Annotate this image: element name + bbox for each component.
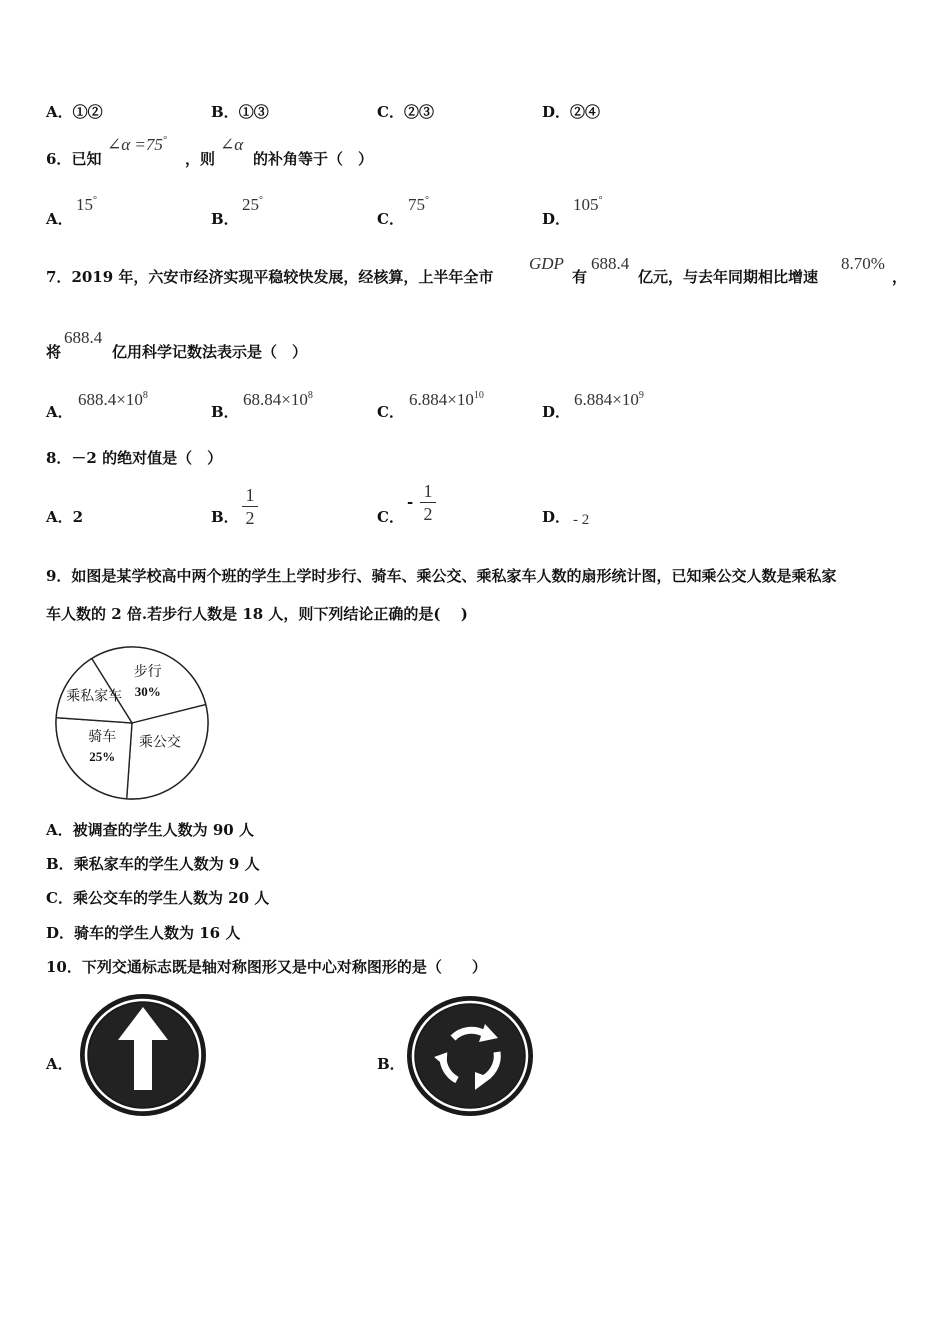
pie-slice-label-1: 乘公交 xyxy=(138,735,181,751)
question-number: 7． xyxy=(46,268,72,286)
q9-option-d xyxy=(46,924,240,942)
option-text: ②④ xyxy=(570,103,601,121)
exponent: 8 xyxy=(307,390,313,401)
q8-option-c-sign: - xyxy=(407,493,414,511)
angle-expr: ∠α =75 xyxy=(107,135,163,154)
q6-stem-mid: ，则 xyxy=(185,150,216,168)
pie-slice-value-0: 30% xyxy=(134,684,161,700)
exponent: 8 xyxy=(142,390,148,401)
value-base: 68.84×10 xyxy=(243,390,308,409)
q6-option-d-label: D． xyxy=(542,210,571,228)
q10-stem: 10．下列交通标志既是轴对称图形又是中心对称图形的是（ ） xyxy=(46,958,487,976)
option-label: D． xyxy=(46,924,75,942)
q8-option-b-fraction xyxy=(242,485,258,528)
q7-option-c-value xyxy=(409,391,484,409)
degree-sign: ° xyxy=(425,195,429,206)
option-text: ②③ xyxy=(403,103,434,121)
q8-option-a xyxy=(46,508,83,526)
q7-option-d-label: D． xyxy=(542,403,571,421)
degree-sign: ° xyxy=(259,195,263,206)
fraction-bar xyxy=(420,502,436,503)
q8-stem: 8．－2 的绝对值是（ ） xyxy=(46,449,223,467)
q7-rate: 8.70% xyxy=(841,254,885,273)
q6-stem-text: 已知 xyxy=(71,150,102,168)
q7-option-c-label: C． xyxy=(377,403,404,421)
roundabout-sign-icon xyxy=(405,994,535,1118)
degree-sign: ° xyxy=(598,195,603,206)
q7-option-a-label: A． xyxy=(46,403,73,421)
exponent: 9 xyxy=(638,390,644,401)
q10-option-a-label: A． xyxy=(46,1055,73,1073)
value: 75 xyxy=(408,195,425,214)
q7-gdp: GDP xyxy=(529,254,564,273)
fraction-bar xyxy=(242,506,258,507)
denominator: 2 xyxy=(245,508,255,528)
q9-stem-line2: 车人数的 2 倍.若步行人数是 18 人，则下列结论正确的是( ) xyxy=(46,605,468,623)
option-label: D． xyxy=(542,103,571,121)
numerator: 1 xyxy=(245,485,255,505)
q6-option-a-label: A． xyxy=(46,210,73,228)
q8-option-d-label: D． xyxy=(542,508,571,526)
q6-angle-expression xyxy=(107,136,167,154)
q6-option-b-label: B． xyxy=(211,210,239,228)
q7-line2-amount: 688.4 xyxy=(64,328,103,347)
q8-option-c-fraction xyxy=(420,481,436,524)
option-label: A． xyxy=(46,821,73,839)
value-base: 6.884×10 xyxy=(409,390,474,409)
option-text: 乘公交车的学生人数为 20 人 xyxy=(72,889,270,907)
pie-chart xyxy=(52,643,212,803)
q5-option-b xyxy=(211,103,269,121)
q7-amount: 688.4 xyxy=(591,254,630,273)
option-text: ①② xyxy=(72,103,103,121)
value: 105 xyxy=(573,195,599,214)
pie-slice-label-3: 乘私家车 xyxy=(66,689,123,705)
q6-angle-ref: ∠α xyxy=(220,135,244,154)
option-text: 2 xyxy=(72,508,84,526)
pie-slice-label-2: 骑车 xyxy=(88,729,117,745)
q7-option-d-value xyxy=(574,391,644,409)
value: 25 xyxy=(242,195,259,214)
q5-option-a xyxy=(46,103,103,121)
q7-stem-you: 有 xyxy=(572,268,588,286)
q9-option-a xyxy=(46,821,254,839)
q6-option-c-label: C． xyxy=(377,210,404,228)
pie-slice-label-0: 步行 xyxy=(133,665,162,681)
q5-option-c xyxy=(377,103,434,121)
q6-option-b-value xyxy=(242,196,263,214)
option-label: C． xyxy=(46,889,73,907)
q9-option-b xyxy=(46,855,260,873)
q6-stem-start xyxy=(46,150,101,168)
exponent: 10 xyxy=(473,390,484,401)
option-label: A． xyxy=(46,103,73,121)
option-label: C． xyxy=(377,103,404,121)
value-base: 688.4×10 xyxy=(78,390,143,409)
q7-comma: ， xyxy=(892,268,908,286)
q8-option-c-label: C． xyxy=(377,508,404,526)
numerator: 1 xyxy=(423,481,433,501)
q7-option-b-label: B． xyxy=(211,403,239,421)
question-number: 6． xyxy=(46,150,72,168)
q6-option-c-value xyxy=(408,196,429,214)
q9-stem-line1: 9．如图是某学校高中两个班的学生上学时步行、骑车、乘公交、乘私家车人数的扇形统计图，已知乘公交人数是乘私家 xyxy=(46,567,837,585)
pie-slice-value-2: 25% xyxy=(89,748,116,764)
option-text: ①③ xyxy=(238,103,269,121)
q7-option-a-value xyxy=(78,391,148,409)
option-text: 被调查的学生人数为 90 人 xyxy=(72,821,254,839)
q6-option-d-value xyxy=(573,196,603,214)
q8-option-b-label: B． xyxy=(211,508,239,526)
q5-option-d xyxy=(542,103,600,121)
q7-stem-start xyxy=(46,268,493,286)
option-text: 乘私家车的学生人数为 9 人 xyxy=(73,855,260,873)
q9-option-c xyxy=(46,889,269,907)
denominator: 2 xyxy=(423,504,433,524)
degree-sign: ° xyxy=(162,135,167,146)
q7-option-b-value xyxy=(243,391,313,409)
option-label: B． xyxy=(46,855,74,873)
value-base: 6.884×10 xyxy=(574,390,639,409)
option-label: A． xyxy=(46,508,73,526)
q7-line2-end: 亿用科学记数法表示是（ ） xyxy=(112,343,308,361)
option-label: B． xyxy=(211,103,239,121)
straight-ahead-arrow-sign-icon xyxy=(78,992,208,1118)
q8-option-d-value: - 2 xyxy=(573,512,590,528)
option-text: 骑车的学生人数为 16 人 xyxy=(74,924,241,942)
value: 15 xyxy=(76,195,93,214)
q7-line2-start: 将 xyxy=(46,343,62,361)
q7-stem-text: 2019 年，六安市经济实现平稳较快发展，经核算，上半年全市 xyxy=(71,268,494,286)
degree-sign: ° xyxy=(93,195,97,206)
q10-option-b-label: B． xyxy=(377,1055,405,1073)
q6-option-a-value xyxy=(76,196,97,214)
q6-stem-end: 的补角等于（ ） xyxy=(253,150,374,168)
q7-stem-mid: 亿元，与去年同期相比增速 xyxy=(638,268,819,286)
